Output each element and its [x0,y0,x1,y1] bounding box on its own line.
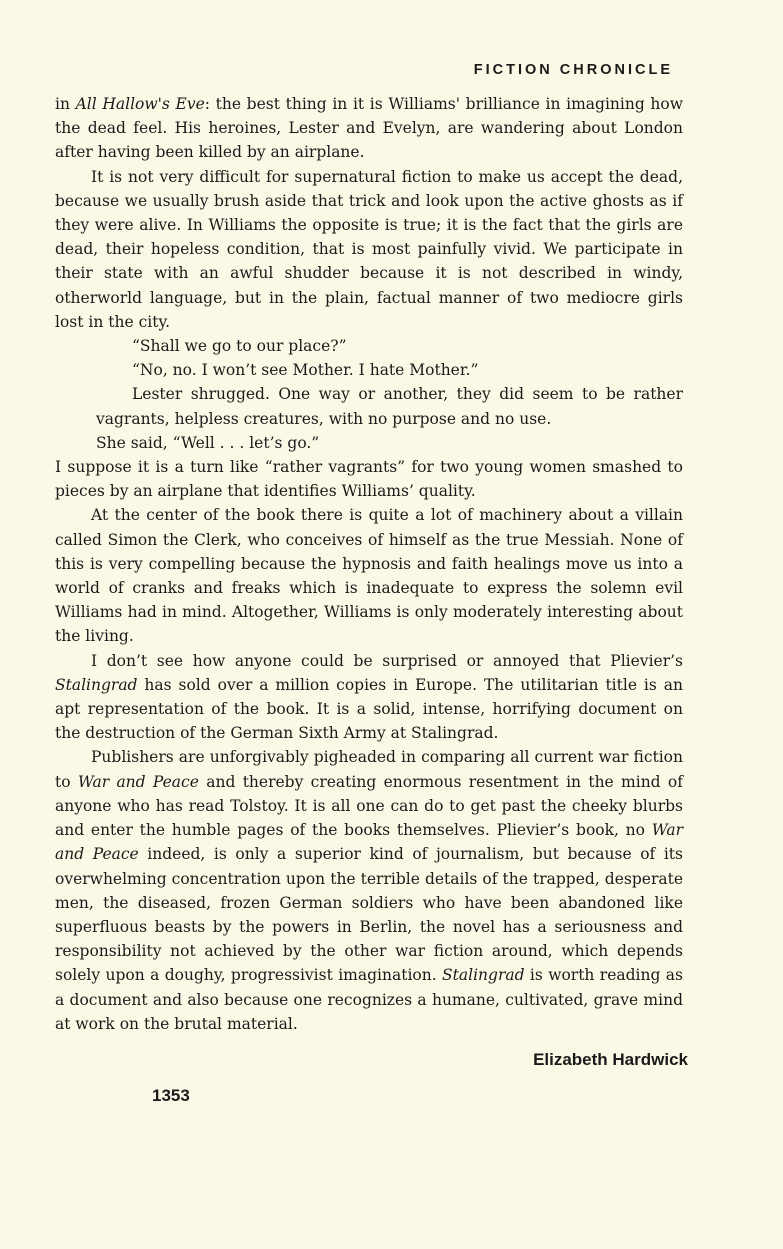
paragraph [55,92,683,165]
paragraph: I suppose it is a turn like “rather vagrants” for two young women smashed to pieces by an airplane that identifies Williams’ quality. [55,458,683,501]
quote-line: “No, no. I won’t see Mother. I hate Mother.” [132,361,479,380]
paragraph [55,649,683,746]
text-span: I don’t see how anyone could be surprised or annoyed that Plievier’s [91,651,683,670]
article-body [55,92,683,1036]
paragraph: At the center of the book there is quite a lot of machinery about a villain called Simon the Clerk, who conceives of himself as the true Messiah. None of this is very compelling because the hypnosis and faith healings move us into a world of cranks and freaks which is inadequate to express the solemn evil Williams had in mind. Altogether, Williams is only moderately interesting about the living. [55,506,683,646]
book-title: All Hallow's Eve [75,95,205,113]
text-span: and thereby creating enormous resentment in the mind of anyone who has read Tolstoy. It is all one can do to get past the cheeky blurbs and enter the humble pages of the books themselves. Plievier’s book, no [55,772,683,840]
text-span: is worth reading as a document and also because one recognizes a humane, cultivated, grave mind at work on the brutal material. [55,966,683,1033]
author-signature: Elizabeth Hardwick [533,1050,688,1069]
text-span: has sold over a million copies in Europe. The utilitarian title is an apt representation of the book. It is a solid, intense, horrifying document on the destruction of the German Sixth Army at Stalingrad. [55,675,683,743]
text-span: Publishers are unforgivably pigheaded in comparing all current war fiction to [55,748,683,791]
quote-line: “Shall we go to our place?” [132,337,347,356]
page-number: 1353 [152,1086,190,1105]
text-span: in [55,95,76,113]
book-title: Stalingrad [55,675,138,694]
block-quote [55,334,683,455]
paragraph: It is not very difficult for supernatural fiction to make us accept the dead, because we usually brush aside that trick and look upon the active ghosts as if they were alive. In Williams the opposite is true; it is the fact that the girls are dead, their hopeless condition, that is most painfully vivid. We participate in their state with an awful shudder because it is not described in windy, otherworld language, but in the plain, factual manner of two mediocre girls lost in the city. [55,167,683,331]
book-title: Stalingrad [442,966,525,985]
book-title: War and Peace [55,821,683,864]
book-title: War and Peace [77,772,199,791]
text-span: : the best thing in it is Williams' brilliance in imagining how the dead feel. His heroines, Lester and Evelyn, are wandering about London after having been killed by an airplane. [55,95,683,162]
text-span: indeed, is only a superior kind of journalism, but because of its overwhelming concentration upon the terrible details of the trapped, desperate men, the diseased, frozen German soldiers who have been abandoned like superfluous beasts by the powers in Berlin, the novel has a seriousness and responsibility not achieved by the other war fiction around, which depends solely upon a doughy, progressivist imagination. [55,845,683,985]
running-head: FICTION CHRONICLE [473,62,673,78]
quote-line: She said, “Well . . . let’s go.” [96,433,320,452]
paragraph [55,745,683,1035]
quote-line: Lester shrugged. One way or another, they did seem to be rather vagrants, helpless creatures, with no purpose and no use. [96,385,683,428]
